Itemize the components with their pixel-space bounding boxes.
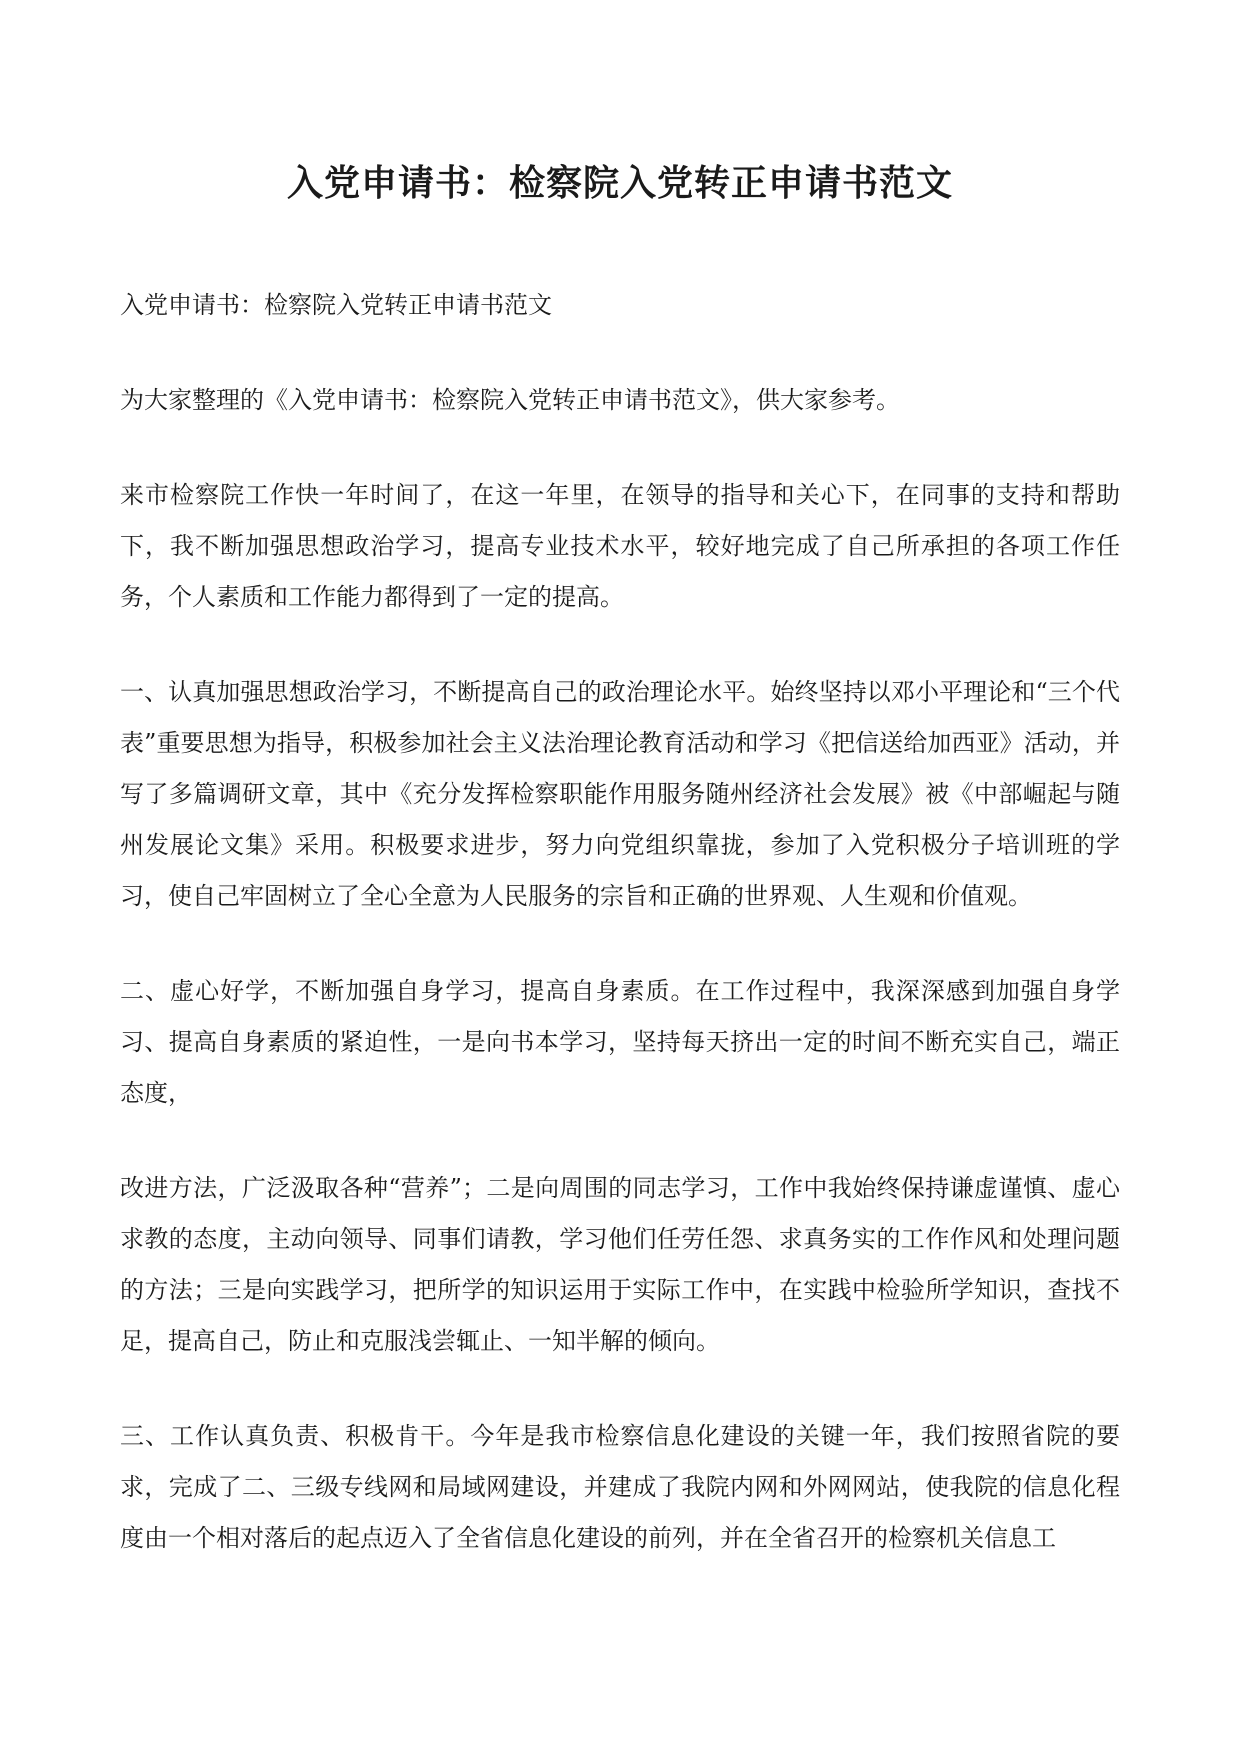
paragraph-subtitle: 入党申请书：检察院入党转正申请书范文 xyxy=(120,291,552,319)
paragraph-section-two: 二、虚心好学，不断加强自身学习，提高自身素质。在工作过程中，我深深感到加强自身学习、提高自身素质的紧迫性，一是向书本学习，坚持每天挤出一定的时间不断充实自己，端正态度， xyxy=(120,977,1120,1107)
paragraph-section-two-continued: 改进方法，广泛汲取各种“营养”；二是向周围的同志学习，工作中我始终保持谦虚谨慎、虚心求教的态度，主动向领导、同事们请教，学习他们任劳任怨、求真务实的工作作风和处理问题的方法；三是向实践学习，把所学的知识运用于实际工作中，在实践中检验所学知识，查找不足，提高自己，防止和克服浅尝辄止、一知半解的倾向。 xyxy=(120,1174,1120,1355)
document-title: 入党申请书：检察院入党转正申请书范文 xyxy=(286,162,953,204)
document-body xyxy=(120,280,1120,1608)
paragraph-overview: 来市检察院工作快一年时间了，在这一年里，在领导的指导和关心下，在同事的支持和帮助下，我不断加强思想政治学习，提高专业技术水平，较好地完成了自己所承担的各项工作任务，个人素质和工作能力都得到了一定的提高。 xyxy=(120,481,1120,611)
paragraph-section-three: 三、工作认真负责、积极肯干。今年是我市检察信息化建设的关键一年，我们按照省院的要求，完成了二、三级专线网和局域网建设，并建成了我院内网和外网网站，使我院的信息化程度由一个相对落后的起点迈入了全省信息化建设的前列，并在全省召开的检察机关信息工 xyxy=(120,1422,1120,1552)
paragraph-section-one: 一、认真加强思想政治学习，不断提高自己的政治理论水平。始终坚持以邓小平理论和“三个代表”重要思想为指导，积极参加社会主义法治理论教育活动和学习《把信送给加西亚》活动，并写了多篇调研文章，其中《充分发挥检察职能作用服务随州经济社会发展》被《中部崛起与随州发展论文集》采用。积极要求进步，努力向党组织靠拢，参加了入党积极分子培训班的学习，使自己牢固树立了全心全意为人民服务的宗旨和正确的世界观、人生观和价值观。 xyxy=(120,678,1120,910)
paragraph-intro: 为大家整理的《入党申请书：检察院入党转正申请书范文》，供大家参考。 xyxy=(120,386,900,414)
